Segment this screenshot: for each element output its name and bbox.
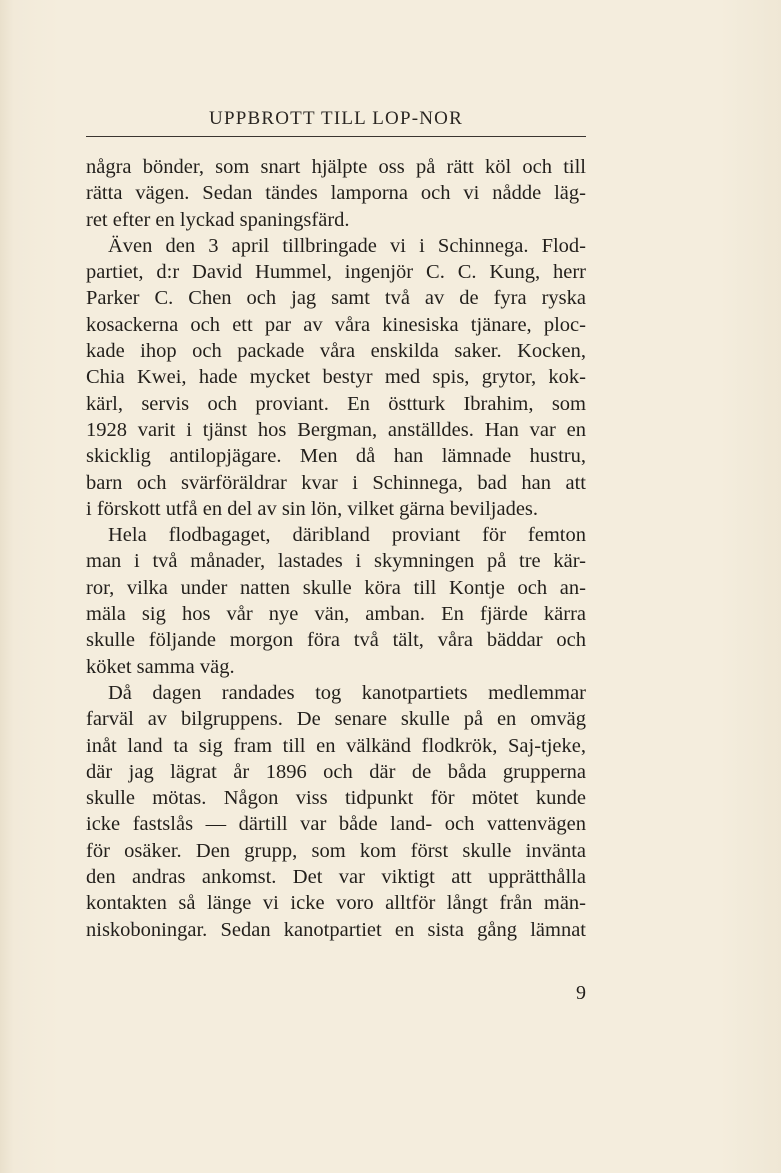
- text-line: man i två månader, lastades i skymningen på tre kär-: [86, 550, 586, 573]
- text-line: Då dagen randades tog kanotpartiets medlemmar: [108, 681, 586, 704]
- text-line: barn och svärföräldrar kvar i Schinnega, bad han att: [86, 471, 586, 494]
- running-head: UPPBROTT TILL LOP-NOR: [209, 108, 463, 129]
- text-line: för osäker. Den grupp, som kom först skulle invänta: [86, 839, 586, 862]
- text-line: skicklig antilopjägare. Men då han lämnade hustru,: [86, 445, 586, 468]
- text-line: Parker C. Chen och jag samt två av de fyra ryska: [86, 287, 586, 310]
- text-line: icke fastslås — därtill var både land- och vattenvägen: [86, 813, 586, 836]
- text-line: köket samma väg.: [86, 655, 235, 678]
- text-line: skulle mötas. Någon viss tidpunkt för mötet kunde: [86, 787, 586, 810]
- text-line: några bönder, som snart hjälpte oss på rätt köl och till: [86, 156, 586, 178]
- text-line: skulle följande morgon föra två tält, våra bäddar och: [86, 629, 586, 652]
- text-line: där jag lägrat år 1896 och där de båda grupperna: [86, 760, 586, 783]
- text-line: Chia Kwei, hade mycket bestyr med spis, grytor, kok-: [86, 366, 586, 389]
- text-line: inåt land ta sig fram till en välkänd flodkrök, Saj-tjeke,: [86, 734, 586, 757]
- text-line: niskoboningar. Sedan kanotpartiet en sista gång lämnat: [86, 918, 586, 941]
- text-line: farväl av bilgruppens. De senare skulle på en omväg: [86, 708, 586, 731]
- text-line: rätta vägen. Sedan tändes lamporna och vi nådde läg-: [86, 182, 586, 205]
- text-line: 1928 varit i tjänst hos Bergman, anställdes. Han var en: [86, 418, 586, 441]
- text-line: i förskott utfå en del av sin lön, vilket gärna beviljades.: [86, 497, 539, 520]
- text-line: kärl, servis och proviant. En östturk Ibrahim, som: [86, 392, 586, 415]
- text-line: mäla sig hos vår nye vän, amban. En fjärde kärra: [86, 603, 586, 626]
- header-rule: [86, 136, 586, 137]
- text-line: den andras ankomst. Det var viktigt att upprätthålla: [86, 866, 586, 889]
- text-line: ror, vilka under natten skulle köra till Kontje och an-: [86, 576, 586, 599]
- text-line: kosackerna och ett par av våra kinesiska tjänare, ploc-: [86, 313, 586, 336]
- body-text: [86, 154, 586, 943]
- page-number: 9: [576, 982, 586, 1004]
- text-line: partiet, d:r David Hummel, ingenjör C. C. Kung, herr: [86, 261, 586, 284]
- text-line: kade ihop och packade våra enskilda saker. Kocken,: [86, 340, 586, 363]
- text-line: Även den 3 april tillbringade vi i Schinnega. Flod-: [108, 234, 586, 257]
- text-line: ret efter en lyckad spaningsfärd.: [86, 208, 350, 231]
- text-line: kontakten så länge vi icke voro alltför långt från män-: [86, 892, 586, 915]
- text-line: Hela flodbagaget, däribland proviant för femton: [108, 524, 586, 547]
